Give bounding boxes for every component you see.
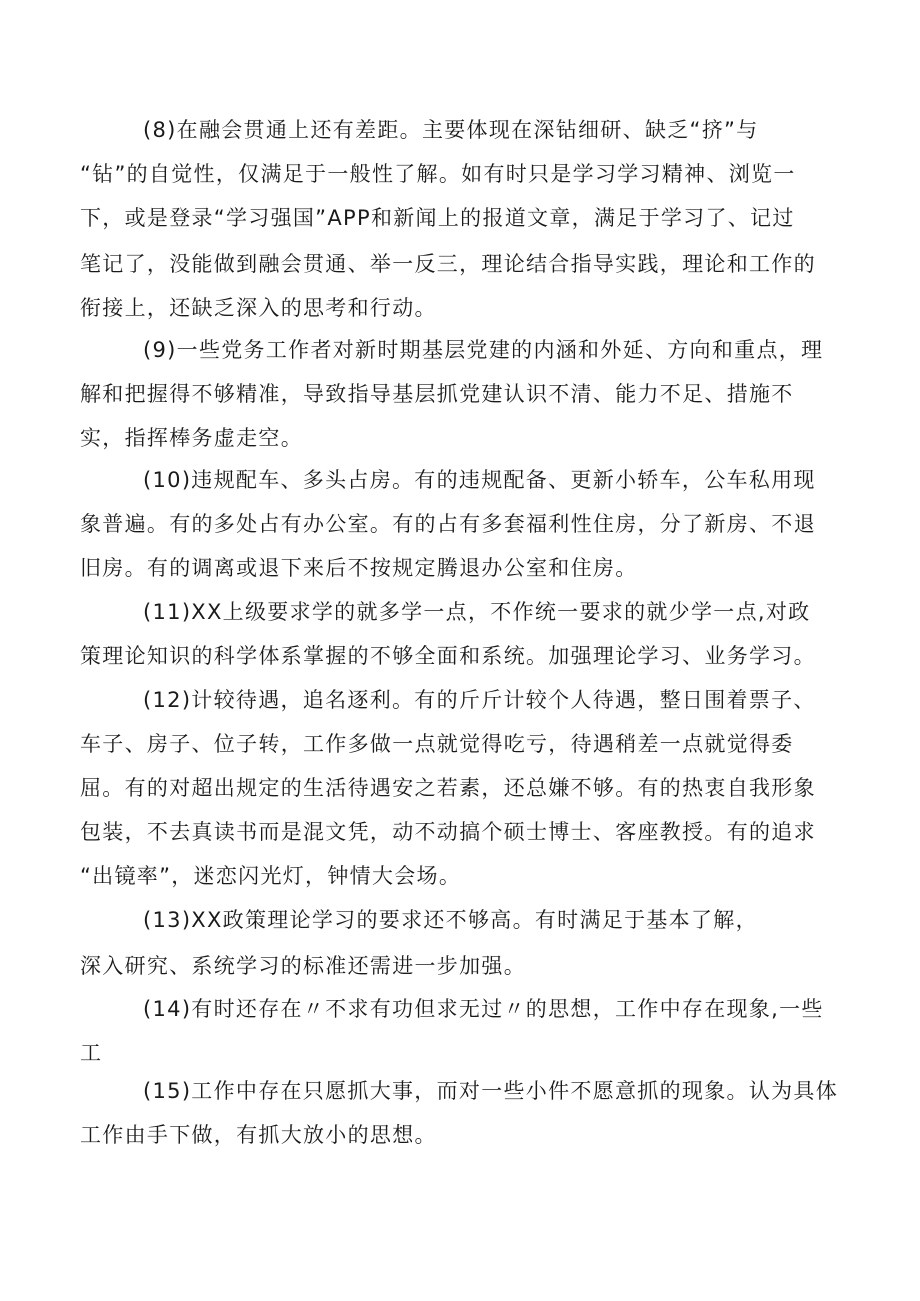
text-line: 解和把握得不够精准，导致指导基层抓党建认识不清、能力不足、措施不 [80,382,794,406]
text-line: 屈。有的对超出规定的生活待遇安之若素，还总嫌不够。有的热衷自我形象 [80,776,816,800]
text-line: 策理论知识的科学体系掌握的不够全面和系统。加强理论学习、业务学习。 [80,644,816,668]
text-line: (12)计较待遇，追名逐利。有的斤斤计较个人待遇，整日围着票子、 [143,688,816,712]
text-line: (10)违规配车、多头占房。有的违规配备、更新小轿车，公车私用现 [143,468,816,492]
text-line: (15)工作中存在只愿抓大事，而对一些小件不愿意抓的现象。认为具体 [143,1079,839,1103]
text-line: 象普遍。有的多处占有办公室。有的占有多套福利性住房，分了新房、不退 [80,512,816,536]
text-line: 工作由手下做，有抓大放小的思想。 [80,1123,437,1147]
text-line: “钻”的自觉性，仅满足于一般性了解。如有时只是学习学习精神、浏览一 [80,162,796,186]
text-line: 工 [80,1041,103,1065]
text-line: (14)有时还存在〃不求有功但求无过〃的思想，工作中存在现象,一些 [143,997,824,1021]
text-line: 衔接上，还缺乏深入的思考和行动。 [80,296,437,320]
text-line: 车子、房子、位子转，工作多做一点就觉得吃亏，待遇稍差一点就觉得委 [80,732,794,756]
text-line: (11)XX上级要求学的就多学一点，不作统一要求的就少学一点,对政 [143,600,811,624]
text-line: 实，指挥棒务虚走空。 [80,426,303,450]
text-line: 深入研究、系统学习的标准还需进一步加强。 [80,954,526,978]
text-line: (13)XX政策理论学习的要求还不够高。有时满足于基本了解， [143,908,758,932]
text-line: 笔记了，没能做到融会贯通、举一反三，理论结合指导实践，理论和工作的 [80,252,816,276]
text-line: (9)一些党务工作者对新时期基层党建的内涵和外延、方向和重点，理 [143,338,824,362]
text-line: “出镜率”，迷恋闪光灯，钟情大会场。 [80,864,462,888]
text-line: 旧房。有的调离或退下来后不按规定腾退办公室和住房。 [80,556,638,580]
text-line: (8)在融会贯通上还有差距。主要体现在深钻细研、缺乏“挤”与 [143,118,759,142]
text-line: 下，或是登录“学习强国”APP和新闻上的报道文章，满足于学习了、记过 [80,206,795,230]
text-line: 包装，不去真读书而是混文凭，动不动搞个硕士博士、客座教授。有的追求 [80,820,816,844]
